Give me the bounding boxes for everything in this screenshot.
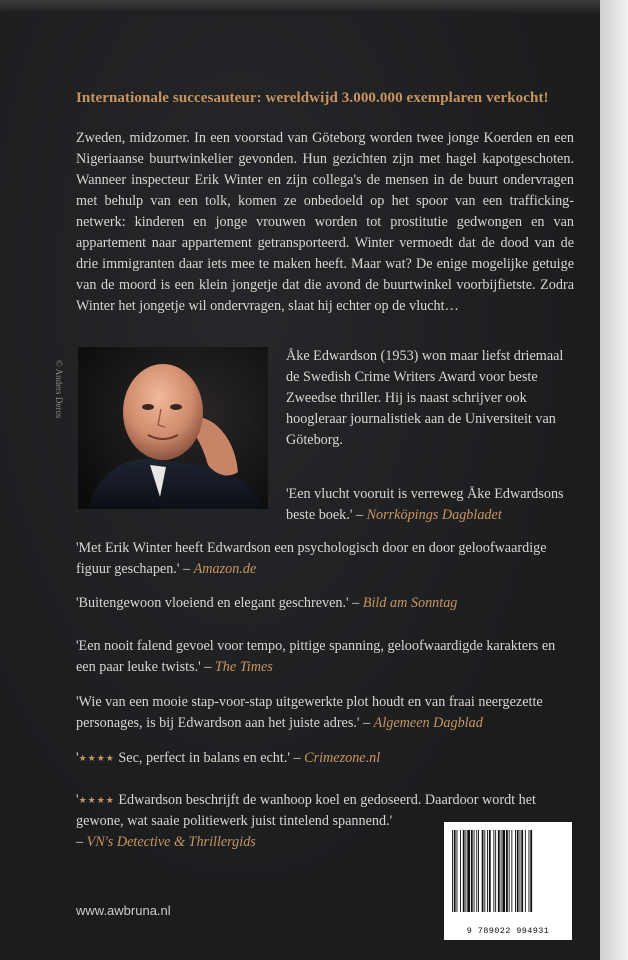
barcode-bar: [463, 830, 465, 912]
publisher-website: www.awbruna.nl: [76, 903, 171, 918]
synopsis: [76, 128, 574, 317]
barcode-bar: [509, 830, 510, 912]
quote-3: 'Buitengewoon vloeiend en elegant geschreven.' – Bild am Sonntag: [76, 595, 458, 611]
barcode-bar: [515, 830, 516, 912]
barcode-bar: [457, 830, 458, 912]
quote-text: 'Buitengewoon vloeiend en elegant geschreven.': [76, 595, 349, 611]
author-portrait-illustration: [78, 347, 268, 509]
rating-stars: ★★★★: [78, 795, 115, 805]
rating-stars: ★★★★: [78, 753, 115, 763]
quote-2: 'Met Erik Winter heeft Edwardson een psychologisch door en door geloofwaardige figuur geschapen.' – Amazon.de: [76, 540, 547, 577]
quote-source: Norrköpings Dagbladet: [366, 507, 502, 523]
quote-5: 'Wie van een mooie stap-voor-stap uitgewerkte plot houdt en van fraai neergezette personages, is bij Edwardson aan het juiste adres.' – Algemeen Dagblad: [76, 694, 543, 731]
barcode-bar: [529, 830, 530, 912]
quote-text: 'Wie van een mooie stap-voor-stap uitgewerkte plot houdt en van fraai neergezette personages, is bij Edwardson aan het juiste adres.': [76, 694, 543, 731]
barcode-bar: [476, 830, 477, 912]
quote-6: '★★★★ Sec, perfect in balans en echt.' – Crimezone.nl: [76, 750, 381, 766]
synopsis-text: Zweden, midzomer. In een voorstad van Göteborg worden twee jonge Koerden en een Nigeriaanse buurtwinkelier gevonden. Hun gezichten zijn met hagel kapotgeschoten. Wanneer inspecteur Erik Winter en zijn collega's de mensen in de buurt ondervragen met behulp van een tolk, komen ze onbedoeld op het spoor van een trafficking-netwerk: kinderen en jonge vrouwen worden tot prostitutie gedwongen en van appartement naar appartement getransporteerd. Winter vermoedt dat de dood van de drie immigranten daar iets mee te maken heeft. Maar wat? De enige mogelijke getuige van de moord is een klein jongetje dat die avond de buurtwinkel voorbijfietste. Zodra Winter het jongetje wil ondervragen, slaat hij echter op de vlucht…: [76, 130, 574, 314]
barcode-bar: [511, 830, 512, 912]
barcode-bar: [498, 830, 500, 912]
author-photo: [78, 347, 268, 509]
barcode-bar: [487, 830, 488, 912]
barcode-bar: [506, 830, 508, 912]
barcode-bars: [444, 822, 572, 922]
photo-credit: © Anders Deros: [54, 360, 64, 419]
barcode-bar: [502, 830, 505, 912]
barcode-bar: [521, 830, 523, 912]
quote-text: Edwardson beschrijft de wanhoop koel en gedoseerd. Daardoor wordt het gewone, wat saaie politiewerk juist tintelend spannend.': [76, 792, 537, 829]
quote-source: Algemeen Dagblad: [373, 715, 483, 731]
quote-text: Sec, perfect in balans en echt.': [114, 750, 290, 766]
quote-source: Amazon.de: [193, 561, 257, 577]
barcode-bar: [493, 830, 494, 912]
barcode-bar: [466, 830, 467, 912]
barcode-bar: [482, 830, 484, 912]
barcode-bar: [484, 830, 485, 912]
quote-text: 'Een vlucht vooruit is verreweg Åke Edwardsons beste boek.': [286, 486, 564, 523]
isbn-number: 9 789022 994931: [466, 926, 550, 936]
barcode-bar: [467, 830, 470, 912]
barcode-bar: [520, 830, 521, 912]
quote-4: 'Een nooit falend gevoel voor tempo, pittige spanning, geloofwaardigde karakters en een paar leuke twists.' – The Times: [76, 638, 556, 675]
quote-text: 'Een nooit falend gevoel voor tempo, pittige spanning, geloofwaardigde karakters en een paar leuke twists.': [76, 638, 556, 675]
quote-text: 'Met Erik Winter heeft Edwardson een psychologisch door en door geloofwaardige figuur geschapen.': [76, 540, 547, 577]
quote-1: 'Een vlucht vooruit is verreweg Åke Edwardsons beste boek.' – Norrköpings Dagbladet: [286, 486, 564, 523]
quote-source: VN's Detective & Thrillergids: [86, 834, 256, 850]
barcode-bar: [478, 830, 479, 912]
barcode: [444, 822, 572, 940]
barcode-bar: [471, 830, 473, 912]
barcode-bar: [501, 830, 502, 912]
author-bio: [286, 346, 576, 451]
headline: Internationale succesauteur: wereldwijd 3.000.000 exemplaren verkocht!: [76, 90, 549, 106]
barcode-bar: [495, 830, 496, 912]
barcode-bar: [517, 830, 519, 912]
barcode-bar: [454, 830, 456, 912]
barcode-bar: [489, 830, 491, 912]
barcode-bar: [474, 830, 475, 912]
page-edge-shadow: [600, 0, 628, 960]
barcode-bar: [525, 830, 526, 912]
barcode-bar: [530, 830, 532, 912]
quote-7: '★★★★ Edwardson beschrijft de wanhoop koel en gedoseerd. Daardoor wordt het gewone, wat saaie politiewerk juist tintelend spannend.' – VN's Detective & Thrillergids: [76, 792, 537, 850]
quote-source: Crimezone.nl: [304, 750, 381, 766]
barcode-bar: [460, 830, 461, 912]
bio-text: Åke Edwardson (1953) won maar liefst driemaal de Swedish Crime Writers Award voor beste Zweedse thriller. Hij is naast schrijver ook hoogleraar journalistiek aan de Universiteit van Göteborg.: [286, 348, 564, 448]
quote-source: Bild am Sonntag: [362, 595, 458, 611]
barcode-bar: [452, 830, 453, 912]
quote-source: The Times: [214, 659, 273, 675]
cover-top-edge: [0, 0, 600, 14]
